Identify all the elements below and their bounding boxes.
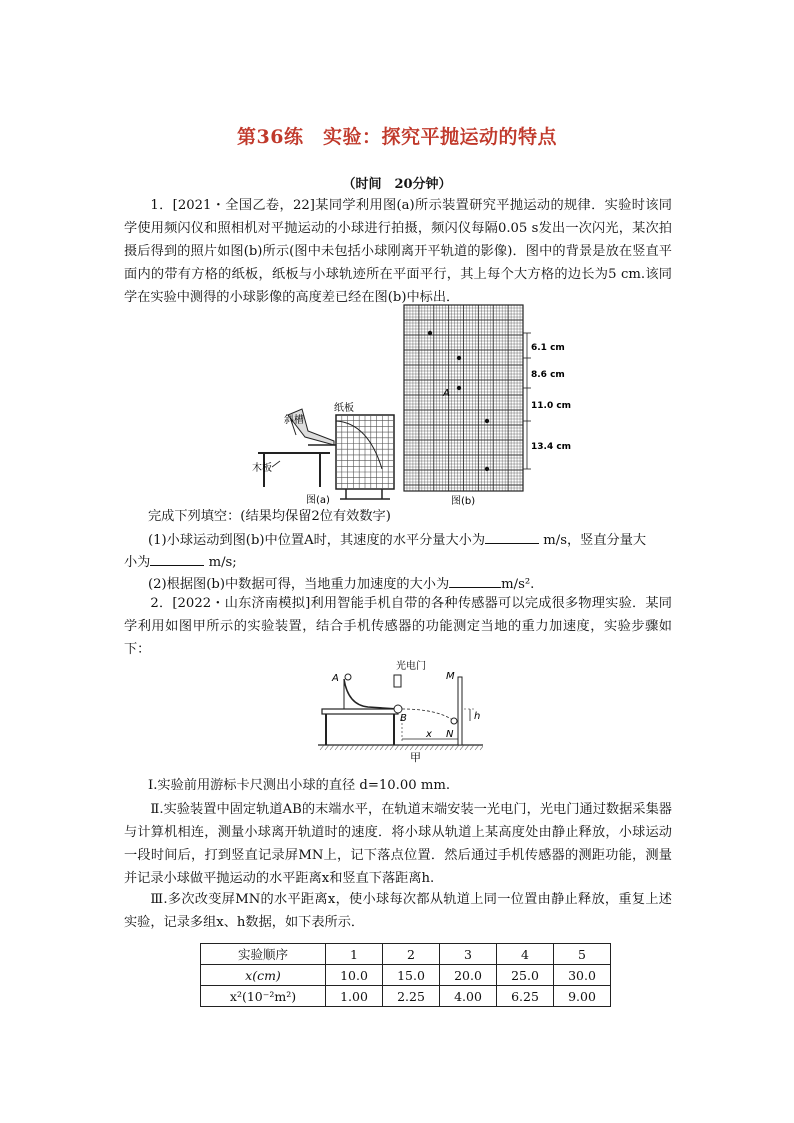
page-title: 第36练 实验：探究平抛运动的特点 — [237, 126, 557, 148]
q1-sub1-text-d: m/s; — [208, 555, 237, 570]
height-label-2: 8.6 cm — [531, 370, 565, 380]
table-row — [201, 965, 611, 986]
question-1-text: 1．[2021・全国乙卷，22]某同学利用图(a)所示装置研究平抛运动的规律．实验时该同学使用频闪仪和照相机对平抛运动的小球进行拍摄，频闪仪每隔0.05 s发出一次闪光，某次拍摄后得到的照片如图(b)所示(图中未包括小球刚离开平轨道的影像)．图中的背景是放在竖直平面内的带有方格的纸板，纸板与小球轨迹所在平面平行，其上每个大方格的边长为5 cm.该同学在实验中测得的小球影像的高度差已经在图(b)中标出． — [124, 198, 672, 305]
figure-a-caption: 图(a) — [306, 495, 330, 506]
table-row-label: x²(10⁻²m²) — [201, 986, 326, 1007]
grid-board — [336, 415, 394, 489]
figure-a — [250, 395, 400, 507]
q1-sub2-text-a: (2)根据图(b)中数据可得，当地重力加速度的大小为 — [148, 577, 450, 592]
height-label-4: 13.4 cm — [531, 442, 572, 452]
answer-blank-g[interactable] — [449, 573, 501, 588]
table-cell: 25.0 — [497, 965, 554, 986]
q1-sub2-text-b: m/s². — [501, 577, 535, 592]
q1-instruction: 完成下列填空：(结果均保留2位有效数字) — [148, 509, 391, 524]
height-label-1: 6.1 cm — [531, 343, 565, 353]
table-cell: 2.25 — [383, 986, 440, 1007]
answer-blank-vx[interactable] — [485, 529, 539, 544]
q2-step1: Ⅰ.实验前用游标卡尺测出小球的直径 d=10.00 mm. — [148, 778, 451, 793]
answer-blank-vy[interactable] — [150, 551, 204, 566]
label-N: N — [446, 729, 454, 740]
q1-sub1-text-c: 小为 — [124, 555, 151, 570]
label-M: M — [446, 671, 455, 682]
time-limit: （时间 20分钟） — [342, 177, 452, 192]
table-header-cell: 4 — [497, 944, 554, 965]
height-label-3: 11.0 cm — [531, 401, 572, 411]
q1-sub1-text-a: (1)小球运动到图(b)中位置A时，其速度的水平分量大小为 — [148, 533, 486, 548]
question-2-text: 2．[2022・山东济南模拟]利用智能手机自带的各种传感器可以完成很多物理实验．某同学利用如图甲所示的实验装置，结合手机传感器的功能测定当地的重力加速度，实验步骤如下： — [124, 596, 672, 657]
q2-step2: Ⅱ.实验装置中固定轨道AB的末端水平，在轨道末端安装一光电门，光电门通过数据采集器与计算机相连，测量小球离开轨道时的速度．将小球从轨道上某高度处由静止释放，小球运动一段时间后，打到竖直记录屏MN上，记下落点位置．然后通过手机传感器的测距功能，测量并记录小球做平抛运动的水平距离x和竖直下落距离h. — [124, 802, 672, 886]
ball-image-1 — [428, 331, 432, 335]
table-cell: 15.0 — [383, 965, 440, 986]
table-cell: 4.00 — [440, 986, 497, 1007]
label-A: A — [332, 673, 339, 684]
label-B: B — [400, 713, 407, 724]
label-wood: 木板 — [252, 463, 272, 474]
figure-b — [403, 304, 583, 507]
label-h: h — [474, 711, 481, 722]
table-header-cell: 1 — [326, 944, 383, 965]
q1-sub1-line1 — [148, 529, 708, 551]
table-cell: 9.00 — [554, 986, 611, 1007]
ball-image-5 — [485, 467, 489, 471]
q1-sub1-text-b: m/s，竖直分量大 — [543, 533, 647, 548]
label-board: 纸板 — [334, 403, 354, 414]
label-chute: 斜槽 — [284, 415, 304, 426]
figure-jia — [318, 655, 483, 765]
q2-step3: Ⅲ.多次改变屏MN的水平距离x，使小球每次都从轨道上同一位置由静止释放，重复上述实验，记录多组x、h数据，如下表所示． — [124, 892, 672, 930]
label-x: x — [426, 729, 432, 740]
ball-image-4 — [485, 419, 489, 423]
label-photogate: 光电门 — [396, 661, 426, 672]
point-A-label: A — [443, 388, 450, 399]
table-header-cell: 2 — [383, 944, 440, 965]
figure-jia-caption: 甲 — [410, 751, 421, 764]
figure-b-caption: 图(b) — [451, 496, 476, 507]
table-row-label: x(cm) — [201, 965, 326, 986]
table-header-cell: 实验顺序 — [201, 944, 326, 965]
ball-image-2 — [457, 356, 461, 360]
table-cell: 30.0 — [554, 965, 611, 986]
table-cell: 1.00 — [326, 986, 383, 1007]
table-cell: 20.0 — [440, 965, 497, 986]
ball-image-A — [457, 386, 461, 390]
table-cell: 10.0 — [326, 965, 383, 986]
q1-sub1-line2 — [124, 551, 684, 573]
table-header-cell: 5 — [554, 944, 611, 965]
table-header-cell: 3 — [440, 944, 497, 965]
data-table — [200, 943, 611, 1007]
table-cell: 6.25 — [497, 986, 554, 1007]
table-row — [201, 986, 611, 1007]
table-header-row — [201, 944, 611, 965]
